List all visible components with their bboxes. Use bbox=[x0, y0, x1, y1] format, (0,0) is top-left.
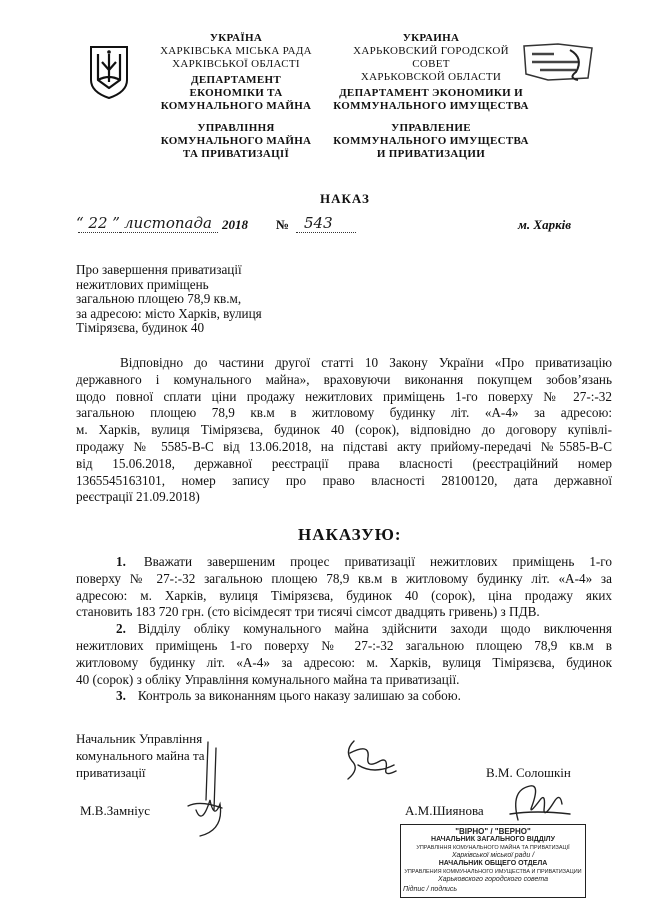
subject-line: за адресою: місто Харків, вулиця bbox=[76, 305, 262, 321]
header-ru-office-1: УПРАВЛЕНИЕ bbox=[391, 122, 471, 134]
item-line: 40 (сорок) з обліку Управління комунального майна та приватизації. bbox=[76, 671, 460, 687]
header-ru-council-1: ХАРЬКОВСКИЙ ГОРОДСКОЙ bbox=[353, 45, 509, 57]
subject-block bbox=[76, 263, 262, 336]
document-title: НАКАЗ bbox=[320, 191, 370, 206]
stamp-line: УПРАВЛІННЯ КОМУНАЛЬНОГО МАЙНА ТА ПРИВАТИЗАЦІЇ bbox=[416, 845, 570, 851]
header-ru-region: ХАРЬКОВСКОЙ ОБЛАСТИ bbox=[360, 71, 502, 83]
header-ru-dept-1: ДЕПАРТАМЕНТ ЭКОНОМИКИ И bbox=[339, 87, 523, 99]
signatory-title-line: приватизації bbox=[76, 765, 146, 780]
header-ru-office-2: КОММУНАЛЬНОГО ИМУЩЕСТВА bbox=[333, 135, 529, 147]
subject-line: Про завершення приватизації bbox=[76, 262, 242, 277]
preamble-line: реєстрації 21.09.2018) bbox=[76, 489, 200, 505]
date-day: “ 22 ” bbox=[76, 214, 120, 232]
order-heading: НАКАЗУЮ: bbox=[298, 525, 402, 544]
header-ua-dept-1: ДЕПАРТАМЕНТ bbox=[191, 74, 281, 86]
signatory-title-line: Начальник Управління bbox=[76, 731, 203, 746]
header-ua-region: ХАРКІВСЬКОЇ ОБЛАСТІ bbox=[172, 58, 300, 70]
coat-of-arms-icon bbox=[88, 44, 130, 100]
subject-line: нежитлових приміщень bbox=[76, 276, 209, 292]
date-day-underline bbox=[78, 232, 122, 233]
subject-line: загальною площею 78,9 кв.м, bbox=[76, 291, 242, 306]
corner-stamp-mark bbox=[518, 40, 598, 84]
stamp-line: Харківської міської ради / bbox=[451, 852, 535, 859]
header-ua-office-2: КОМУНАЛЬНОГО МАЙНА bbox=[160, 135, 312, 147]
preamble-line: продажу № 5585-В-С від 13.06.2018, на підставі акту прийому-передачі №5585-В-С bbox=[76, 438, 612, 454]
signatory-name: В.М. Солошкін bbox=[486, 765, 571, 780]
approver-left: М.В.Замніус bbox=[80, 803, 151, 818]
preamble-line: щодо повної сплати ціни продажу нежитлових приміщень 1-го поверху № 27-:-32 bbox=[76, 388, 612, 404]
item-line: адресою: м. Харків, вулиця Тімірязєва, будинок 40 (сорок), ціна продажу яких bbox=[76, 587, 612, 603]
stamp-line: УПРАВЛЕНИЯ КОММУНАЛЬНОГО ИМУЩЕСТВА И ПРИВАТИЗАЦИИ bbox=[404, 869, 582, 875]
item-number: 3. bbox=[116, 688, 126, 704]
approver-right: А.М.Шиянова bbox=[405, 803, 484, 818]
stamp-line: Підпис / подпись bbox=[403, 886, 458, 893]
city: м. Харків bbox=[518, 217, 572, 232]
item-line: житловому будинку літ. «А-4» за адресою: м. Харків, вулиця Тімірязєва, будинок bbox=[76, 654, 612, 670]
order-items bbox=[76, 554, 612, 705]
header-ru bbox=[325, 32, 537, 161]
stamp-line: "ВІРНО" / "ВЕРНО" bbox=[455, 827, 531, 836]
preamble-line: від 15.06.2018, державної реєстрації права власності (реєстраційний номер bbox=[76, 455, 612, 471]
signature-approver-right bbox=[500, 780, 574, 824]
preamble-line: державного і комунального майна», враховуючи виконання покупцем зобов’язань bbox=[76, 371, 612, 387]
signature-approver-left bbox=[180, 740, 228, 840]
stamp-line: НАЧАЛЬНИК ОБЩЕГО ОТДЕЛА bbox=[438, 860, 548, 867]
item-line: становить 183 720 грн. (сто вісімдесят три тисячі сімсот двадцять гривень) з ПДВ. bbox=[76, 604, 540, 620]
preamble-line: м. Харків, вулиця Тімірязєва, будинок 40 (сорок), відповідно до договору купівлі- bbox=[76, 422, 612, 438]
number-underline bbox=[296, 232, 356, 233]
date-year: 2018 bbox=[222, 217, 248, 232]
header-ua-office-3: ТА ПРИВАТИЗАЦІЇ bbox=[182, 148, 290, 160]
item-1-line bbox=[76, 554, 612, 571]
item-number: 1. bbox=[116, 554, 126, 569]
item-line: нежитлових приміщень 1-го поверху № 27-:-32 загальною площею 78,9 кв.м в bbox=[76, 637, 612, 653]
preamble bbox=[76, 355, 612, 506]
item-line: поверху № 27-:-32 загальною площею 78,9 кв.м в житловому будинку літ. «А-4» за bbox=[76, 570, 612, 586]
number-label: № bbox=[276, 217, 290, 232]
stamp-line: Харьковского городского совета bbox=[438, 876, 548, 883]
certification-stamp bbox=[400, 824, 586, 898]
item-2-line bbox=[76, 621, 612, 638]
signatory-title-line: комунального майна та bbox=[76, 748, 205, 763]
subject-line: Тімірязєва, будинок 40 bbox=[76, 320, 205, 335]
date-month-underline bbox=[120, 232, 218, 233]
header-ua-dept-3: КОМУНАЛЬНОГО МАЙНА bbox=[160, 100, 312, 112]
preamble-line: загальною площею 78,9 кв.м в житловому будинку літ. «А-4» за адресою: bbox=[76, 405, 612, 421]
signature-main bbox=[340, 735, 400, 785]
item-text: Вважати завершеним процес приватизації нежитлових приміщень 1-го bbox=[143, 554, 612, 569]
item-text: Відділу обліку комунального майна здійснити заходи щодо виключення bbox=[137, 621, 612, 637]
preamble-line: 1365545163101, номер запису про право власності 28100120, дата державної bbox=[76, 472, 612, 488]
header-ua-dept-2: ЕКОНОМІКИ ТА bbox=[189, 87, 283, 99]
header-ua bbox=[140, 32, 332, 161]
header-ru-dept-2: КОММУНАЛЬНОГО ИМУЩЕСТВА bbox=[333, 100, 529, 112]
header-ru-office-3: И ПРИВАТИЗАЦИИ bbox=[376, 148, 486, 160]
date-line bbox=[76, 214, 596, 238]
stamp-line: НАЧАЛЬНИК ЗАГАЛЬНОГО ВІДДІЛУ bbox=[431, 836, 555, 843]
date-month: листопада bbox=[124, 214, 212, 232]
preamble-line: Відповідно до частини другої статті 10 Закону України «Про приватизацію bbox=[120, 355, 612, 370]
item-3-line bbox=[76, 688, 612, 705]
header-ru-country: УКРАИНА bbox=[402, 32, 460, 44]
header-ua-office-1: УПРАВЛІННЯ bbox=[197, 122, 275, 134]
item-number: 2. bbox=[116, 621, 126, 637]
header-ru-council-2: СОВЕТ bbox=[412, 58, 450, 70]
header-ua-council: ХАРКІВСЬКА МІСЬКА РАДА bbox=[160, 45, 312, 57]
item-text: Контроль за виконанням цього наказу залишаю за собою. bbox=[137, 688, 461, 704]
header-ua-country: УКРАЇНА bbox=[209, 32, 263, 44]
number-value: 543 bbox=[304, 214, 333, 232]
